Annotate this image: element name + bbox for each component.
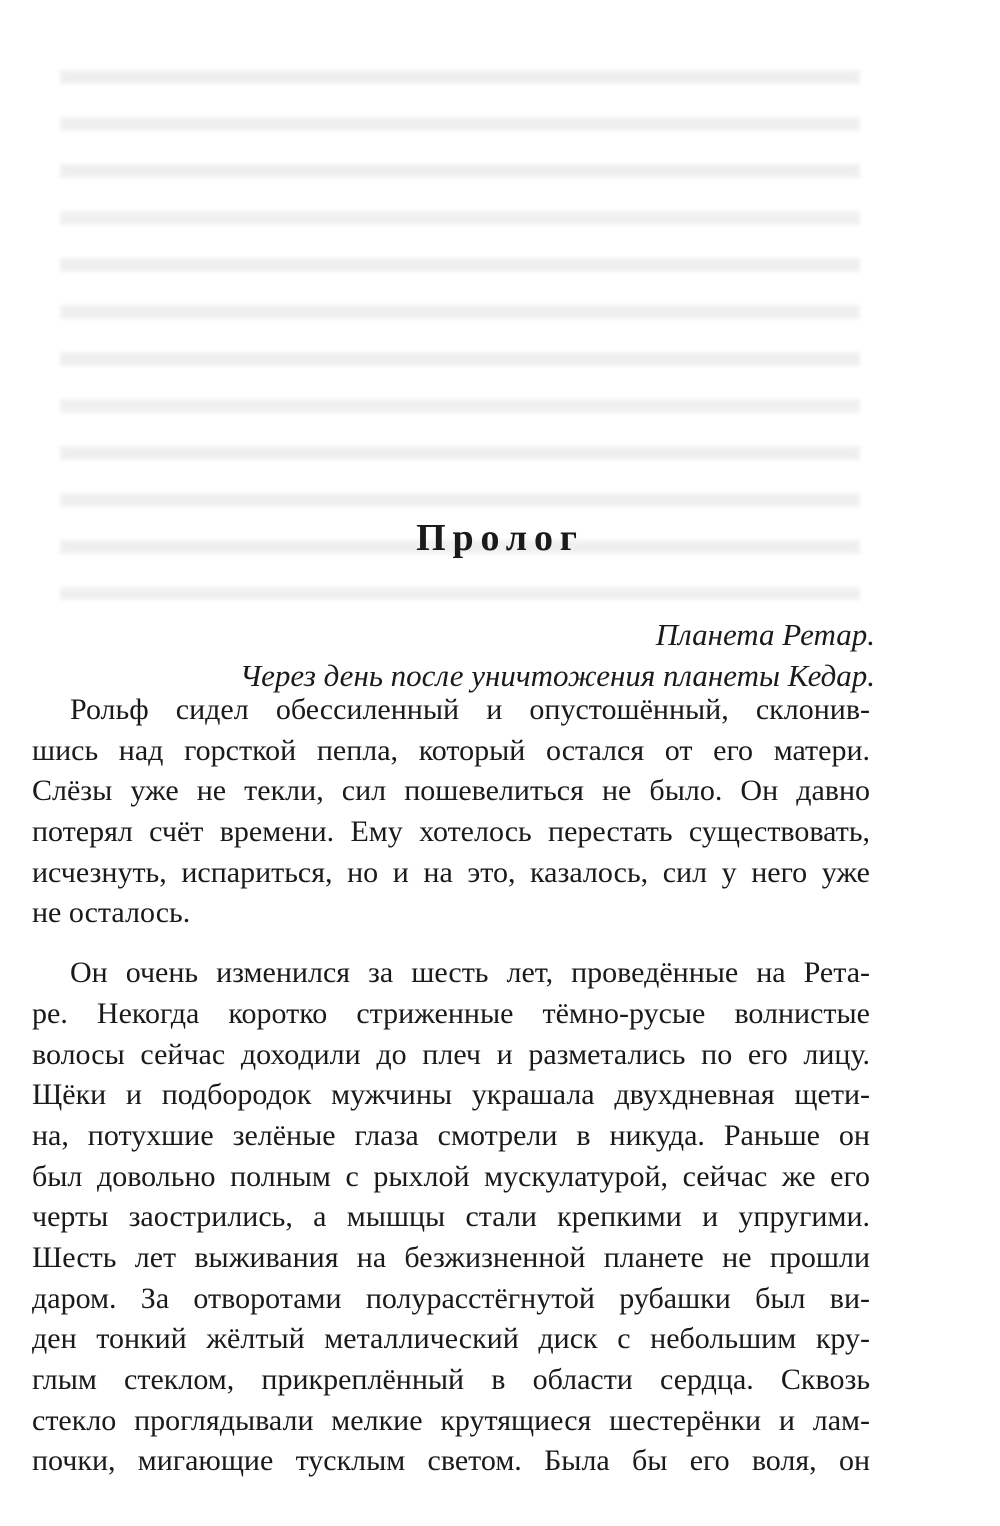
text-line: не осталось. [32, 896, 191, 930]
body-text [32, 690, 870, 1482]
text-line: ден тонкий жёлтый металлический диск с небольшим кру- [32, 1322, 870, 1356]
text-line: потерял счёт времени. Ему хотелось перестать существовать, [32, 815, 870, 849]
epigraph-time: Через день после уничтожения планеты Кедар. [239, 658, 875, 693]
epigraph-location: Планета Ретар. [655, 617, 875, 652]
text-line: был довольно полным с рыхлой мускулатурой, сейчас же его [32, 1159, 870, 1193]
paragraph [32, 690, 870, 934]
text-line: Шесть лет выживания на безжизненной планете не прошли [32, 1240, 870, 1274]
text-line: даром. За отворотами полурасстёгнутой рубашки был ви- [32, 1281, 870, 1315]
text-line: исчезнуть, испариться, но и на это, казалось, сил у него уже [32, 855, 870, 889]
text-line: волосы сейчас доходили до плеч и разметались по его лицу. [32, 1037, 870, 1071]
text-line: Рольф сидел обессиленный и опустошённый, склонив- [70, 693, 870, 726]
text-line: на, потухшие зелёные глаза смотрели в никуда. Раньше он [32, 1118, 870, 1152]
text-line: глым стеклом, прикреплённый в области сердца. Сквозь [32, 1363, 870, 1396]
text-line: шись над горсткой пепла, который остался от его матери. [32, 733, 870, 767]
paragraph [32, 953, 870, 1482]
text-line: ре. Некогда коротко стриженные тёмно-русые волнистые [32, 996, 870, 1030]
text-line: черты заострились, а мышцы стали крепкими и упругими. [32, 1200, 870, 1234]
text-line: Слёзы уже не текли, сил пошевелиться не было. Он давно [32, 774, 870, 808]
text-line: стекло проглядывали мелкие крутящиеся шестерёнки и лам- [32, 1403, 870, 1437]
text-line: почки, мигающие тусклым светом. Была бы его воля, он [32, 1444, 870, 1478]
text-line: Он очень изменился за шесть лет, проведённые на Рета- [70, 956, 870, 990]
epigraph [240, 614, 875, 696]
text-line: Щёки и подбородок мужчины украшала двухдневная щети- [32, 1078, 870, 1112]
chapter-title: Пролог [416, 517, 584, 559]
